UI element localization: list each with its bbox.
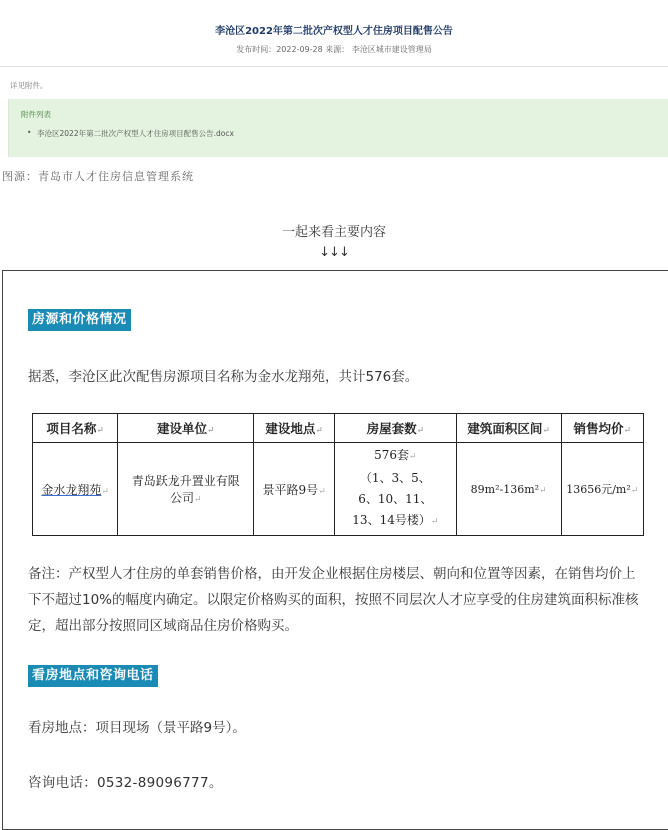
table-cell-name: 金水龙翔苑↵ [33, 443, 118, 536]
housing-table [32, 413, 644, 536]
table-header: 项目名称↵ [33, 414, 118, 443]
announcement-title: 李沧区2022年第二批次产权型人才住房项目配售公告 [215, 26, 453, 37]
divider [0, 66, 668, 67]
announcement-screenshot [0, 0, 668, 160]
section-tag-viewing: 看房地点和咨询电话 [28, 665, 158, 687]
lead-text: 一起来看主要内容 [281, 225, 386, 240]
section-tag-pricing: 房源和价格情况 [28, 309, 131, 331]
table-header: 建设地点↵ [254, 414, 335, 443]
announcement-note: 详见附件。 [10, 81, 48, 90]
down-arrows-icon: ↓↓↓ [319, 245, 349, 260]
content-box [2, 270, 668, 830]
table-cell-builder: 青岛跃龙升置业有限 公司↵ [118, 443, 254, 536]
table-header: 建设单位↵ [118, 414, 254, 443]
table-cell-area: 89m²-136m²↵ [456, 443, 561, 536]
image-source: 图源：青岛市人才住房信息管理系统 [2, 170, 194, 183]
attachment-link-label: 李沧区2022年第二批次产权型人才住房项目配售公告.docx [37, 129, 234, 138]
viewing-location: 看房地点：项目现场（景平路9号）。 [28, 720, 246, 736]
table-cell-count: 576套↵ （1、3、5、 6、10、11、 13、14号楼）↵ [334, 443, 456, 536]
table-header-row [33, 414, 644, 443]
attachment-link[interactable] [27, 128, 234, 139]
bullet-icon: • [27, 128, 32, 137]
table-row [33, 443, 644, 536]
note-paragraph: 备注：产权型人才住房的单套销售价格，由开发企业根据住房楼层、朝向和位置等因素，在销售均价上下不超过10%的幅度内确定。以限定价格购买的面积，按照不同层次人才应享受的住房建筑面积标准核定，超出部分按照同区域商品住房价格购买。 [28, 566, 639, 634]
table-cell-price: 13656元/m²↵ [561, 443, 644, 536]
table-header: 房屋套数↵ [334, 414, 456, 443]
table-header: 销售均价↵ [561, 414, 644, 443]
attachment-panel-title: 附件列表 [21, 110, 51, 119]
announcement-meta: 发布时间：2022-09-28 来源： 李沧区城市建设管理局 [236, 45, 432, 54]
table-cell-location: 景平路9号↵ [254, 443, 335, 536]
table-header: 建筑面积区间↵ [456, 414, 561, 443]
intro-paragraph: 据悉，李沧区此次配售房源项目名称为金水龙翔苑，共计576套。 [28, 369, 419, 385]
attachment-panel [8, 99, 668, 157]
contact-phone: 咨询电话：0532-89096777。 [28, 775, 223, 791]
